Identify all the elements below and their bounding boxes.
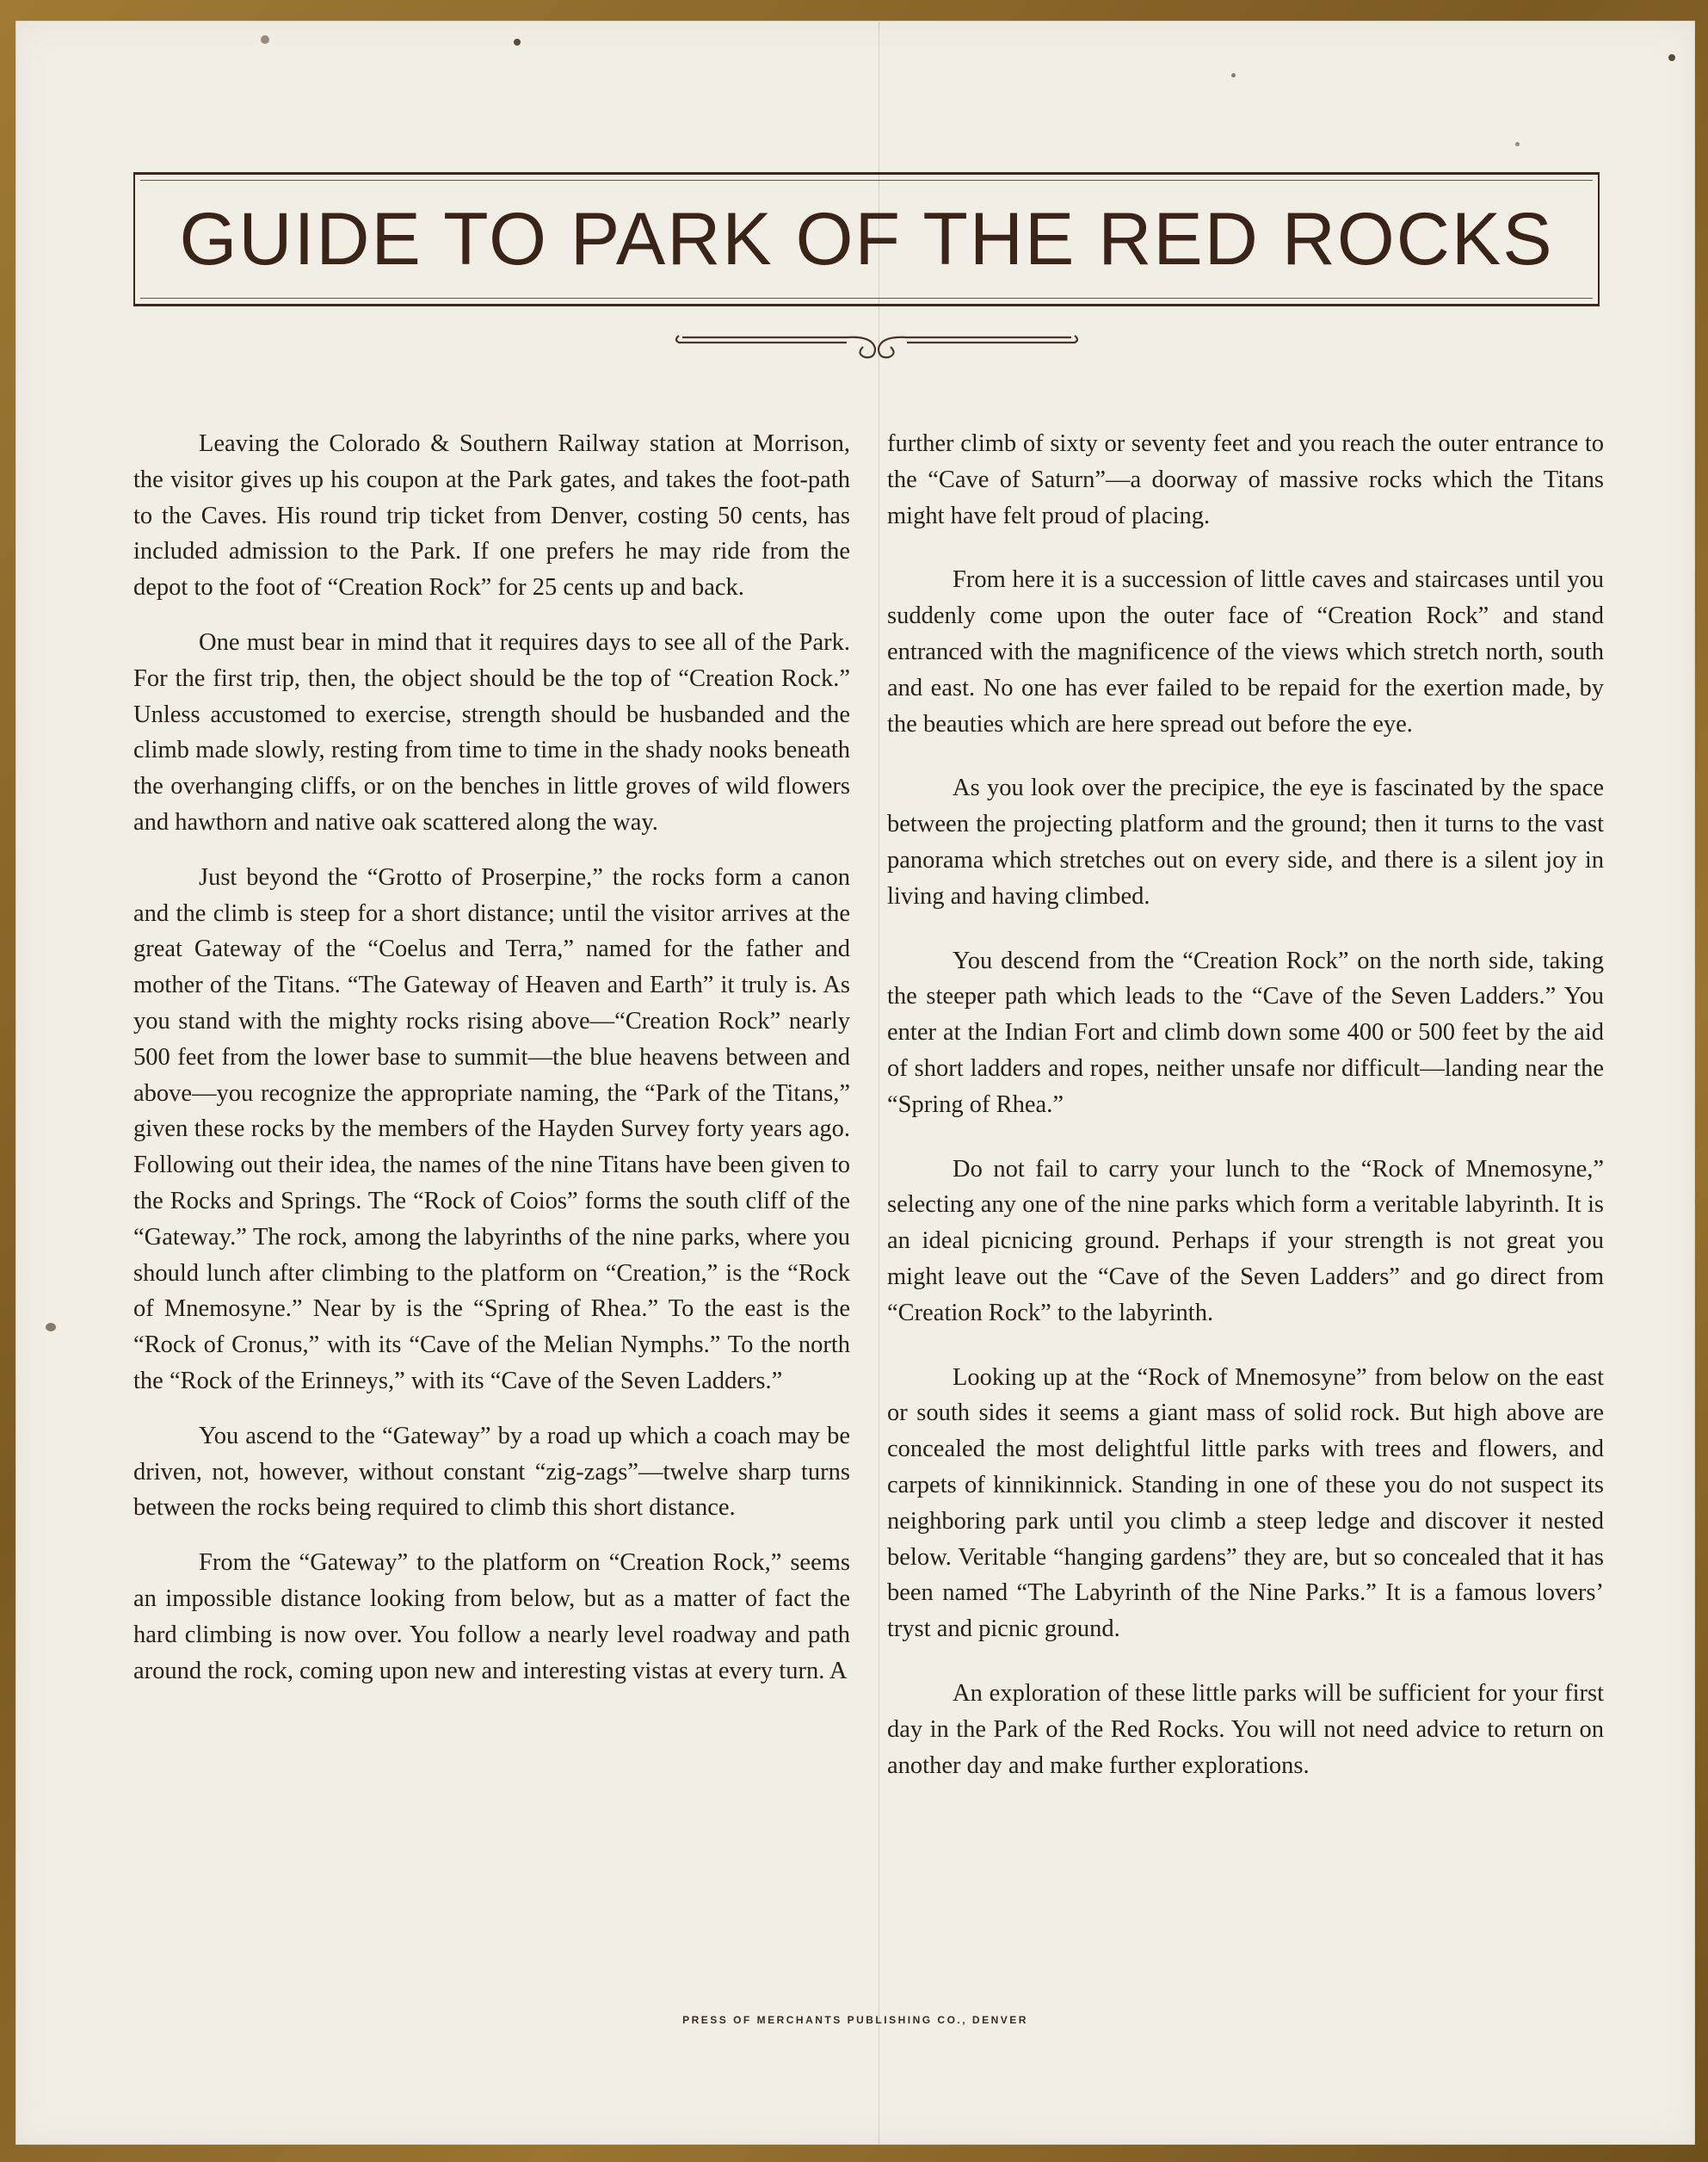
paper-speck <box>1231 73 1236 77</box>
paragraph: From here it is a succession of little caves and staircases until you suddenly come upon the outer face of “Creation Rock” and stand entranced with the magnificence of the views which stretch north, south and east. No one has ever failed to be repaid for the exertion made, by the beauties which are here spread out before the eye. <box>887 566 1604 738</box>
right-column <box>887 426 1604 1783</box>
paragraph: An exploration of these little parks will be sufficient for your first day in the Park of the Red Rocks. You will not need advice to return on another day and make further explorations. <box>887 1679 1604 1779</box>
paragraph: further climb of sixty or seventy feet and you reach the outer entrance to the “Cave of Saturn”—a doorway of massive rocks which the Titans might have felt proud of placing. <box>887 430 1604 529</box>
printer-imprint: PRESS OF MERCHANTS PUBLISHING CO., DENVER <box>682 2014 1028 2026</box>
page-title: GUIDE TO PARK OF THE RED ROCKS <box>179 197 1554 281</box>
paper-speck <box>261 35 269 44</box>
paragraph: You descend from the “Creation Rock” on the north side, taking the steeper path which leads to the “Cave of the Seven Ladders.” You enter at the Indian Fort and climb down some 400 or 500 feet by the aid of short ladders and ropes, neither unsafe nor difficult—landing near the “Spring of Rhea.” <box>887 947 1604 1118</box>
paragraph: From the “Gateway” to the platform on “Creation Rock,” seems an impossible distance looking from below, but as a matter of fact the hard climbing is now over. You follow a nearly level roadway and path around the rock, coming upon new and interesting vistas at every turn. A <box>133 1549 850 1684</box>
paper-speck <box>514 39 521 46</box>
printed-sheet <box>15 21 1695 2145</box>
paper-speck <box>1515 142 1520 146</box>
paper-speck <box>46 1323 56 1331</box>
paragraph: Do not fail to carry your lunch to the “Rock of Mnemosyne,” selecting any one of the nine parks which form a veritable labyrinth. It is an ideal picnicing ground. Perhaps if your strength is not great you might leave out the “Cave of the Seven Ladders” and go direct from “Creation Rock” to the labyrinth. <box>887 1155 1604 1326</box>
paragraph: You ascend to the “Gateway” by a road up which a coach may be driven, not, however, without constant “zig-zags”—twelve sharp turns between the rocks being required to climb this short distance. <box>133 1422 850 1522</box>
paper-speck <box>1668 54 1675 61</box>
paragraph: Just beyond the “Grotto of Proserpine,” the rocks form a canon and the climb is steep for a short distance; until the visitor arrives at the great Gateway of the “Coelus and Terra,” named for the father and mother of the Titans. “The Gateway of Heaven and Earth” it truly is. As you stand with the mighty rocks rising above—“Creation Rock” nearly 500 feet from the lower base to summit—the blue heavens between and above—you recognize the appropriate naming, the “Park of the Titans,” given these rocks by the members of the Hayden Survey forty years ago. Following out their idea, the names of the nine Titans have been given to the Rocks and Springs. The “Rock of Coios” forms the south cliff of the “Gateway.” The rock, among the labyrinths of the nine parks, where you should lunch after climbing to the platform on “Creation,” is the “Rock of Mnemosyne.” Near by is the “Spring of Rhea.” To the east is the “Rock of Cronus,” with its “Cave of the Melian Nymphs.” To the north the “Rock of the Erinneys,” with its “Cave of the Seven Ladders.” <box>133 863 850 1394</box>
paragraph: Leaving the Colorado & Southern Railway station at Morrison, the visitor gives up his coupon at the Park gates, and takes the foot-path to the Caves. His round trip ticket from Denver, costing 50 cents, has included admission to the Park. If one prefers he may ride from the depot to the foot of “Creation Rock” for 25 cents up and back. <box>133 430 850 602</box>
left-column <box>133 426 850 1689</box>
title-box <box>133 172 1600 306</box>
paragraph: As you look over the precipice, the eye is fascinated by the space between the projecting platform and the ground; then it turns to the vast panorama which stretches out on every side, and there is a silent joy in living and having climbed. <box>887 775 1604 910</box>
scroll-ornament <box>670 314 1083 366</box>
paragraph: Looking up at the “Rock of Mnemosyne” from below on the east or south sides it seems a giant mass of solid rock. But high above are concealed the most delightful little parks with trees and flowers, and carpets of kinnikinnick. Standing in one of these you do not suspect its neighboring park until you climb a steep ledge and discover it nested below. Veritable “hanging gardens” they are, but so concealed that it has been named “The Labyrinth of the Nine Parks.” It is a famous lovers’ tryst and picnic ground. <box>887 1363 1604 1643</box>
paragraph: One must bear in mind that it requires days to see all of the Park. For the first trip, then, the object should be the top of “Creation Rock.” Unless accustomed to exercise, strength should be husbanded and the climb made slowly, resting from time to time in the shady nooks beneath the overhanging cliffs, or on the benches in little groves of wild flowers and hawthorn and native oak scattered along the way. <box>133 628 850 836</box>
